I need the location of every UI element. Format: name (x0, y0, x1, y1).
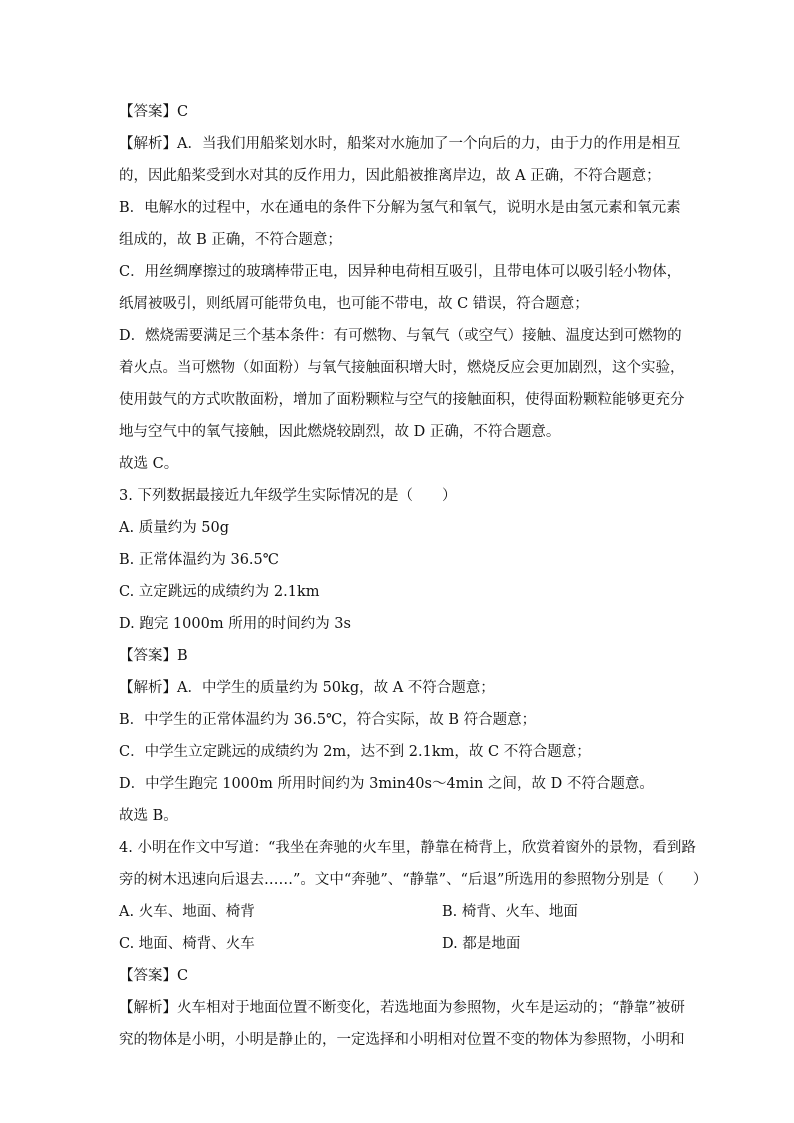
q2-analysis-line-2: 的，因此船桨受到水对其的反作用力，因此船被推离岸边，故 A 正确，不符合题意； (119, 168, 661, 184)
q3-analysis-line-4: D．中学生跑完 1000m 所用时间约为 3min40s～4min 之间，故 D 不符合题意。 (119, 776, 654, 792)
q2-analysis-line-10: 地与空气中的氧气接触，因此燃烧较剧烈，故 D 正确，不符合题意。 (119, 424, 561, 440)
q2-analysis-line-5: C．用丝绸摩擦过的玻璃棒带正电，因异种电荷相互吸引，且带电体可以吸引轻小物体， (119, 264, 682, 280)
q3-option-d: D. 跑完 1000m 所用的时间约为 3s (119, 616, 351, 632)
q3-answer: 【答案】B (119, 648, 188, 664)
q2-analysis-line-1: 【解析】A．当我们用船桨划水时，船桨对水施加了一个向后的力，由于力的作用是相互 (119, 136, 681, 152)
q3-option-a: A. 质量约为 50g (119, 520, 230, 536)
q4-option-a: A. 火车、地面、椅背 (119, 904, 255, 920)
q2-analysis-line-3: B．电解水的过程中，水在通电的条件下分解为氢气和氧气，说明水是由氢元素和氧元素 (119, 200, 681, 216)
q2-analysis-line-9: 使用鼓气的方式吹散面粉，增加了面粉颗粒与空气的接触面积，使得面粉颗粒能够更充分 (119, 392, 685, 408)
q2-conclusion: 故选 C。 (119, 456, 179, 472)
q3-stem: 3. 下列数据最接近九年级学生实际情况的是（ ） (119, 488, 457, 504)
q4-stem-line-1: 4. 小明在作文中写道：“我坐在奔驰的火车里，静靠在椅背上，欣赏着窗外的景物，看到路 (119, 840, 696, 856)
q4-answer: 【答案】C (119, 968, 189, 984)
q4-option-b: B. 椅背、火车、地面 (442, 904, 578, 920)
q3-analysis-line-3: C．中学生立定跳远的成绩约为 2m，达不到 2.1km，故 C 不符合题意； (119, 744, 591, 760)
q4-analysis-line-1: 【解析】火车相对于地面位置不断变化，若选地面为参照物，火车是运动的；“静靠”被研 (119, 1000, 685, 1016)
q4-option-d: D. 都是地面 (442, 936, 521, 952)
q2-answer: 【答案】C (119, 104, 189, 120)
q3-option-b: B. 正常体温约为 36.5℃ (119, 552, 279, 568)
q3-conclusion: 故选 B。 (119, 808, 178, 824)
q4-analysis-line-2: 究的物体是小明，小明是静止的，一定选择和小明相对位置不变的物体为参照物，小明和 (119, 1032, 685, 1048)
q2-analysis-line-7: D．燃烧需要满足三个基本条件：有可燃物、与氧气（或空气）接触、温度达到可燃物的 (119, 328, 682, 344)
q3-analysis-line-2: B．中学生的正常体温约为 36.5℃，符合实际，故 B 符合题意； (119, 712, 537, 728)
q3-option-c: C. 立定跳远的成绩约为 2.1km (119, 584, 320, 600)
q2-analysis-line-4: 组成的，故 B 正确，不符合题意； (119, 232, 342, 248)
q3-analysis-line-1: 【解析】A．中学生的质量约为 50kg，故 A 不符合题意； (119, 680, 495, 696)
q2-analysis-line-8: 着火点。当可燃物（如面粉）与氧气接触面积增大时，燃烧反应会更加剧烈，这个实验， (119, 360, 685, 376)
q4-stem-line-2: 旁的树木迅速向后退去……”。文中“奔驰”、“静靠”、“后退”所选用的参照物分别是（ ） (119, 872, 708, 888)
q2-analysis-line-6: 纸屑被吸引，则纸屑可能带负电，也可能不带电，故 C 错误，符合题意； (119, 296, 589, 312)
q4-option-c: C. 地面、椅背、火车 (119, 936, 255, 952)
